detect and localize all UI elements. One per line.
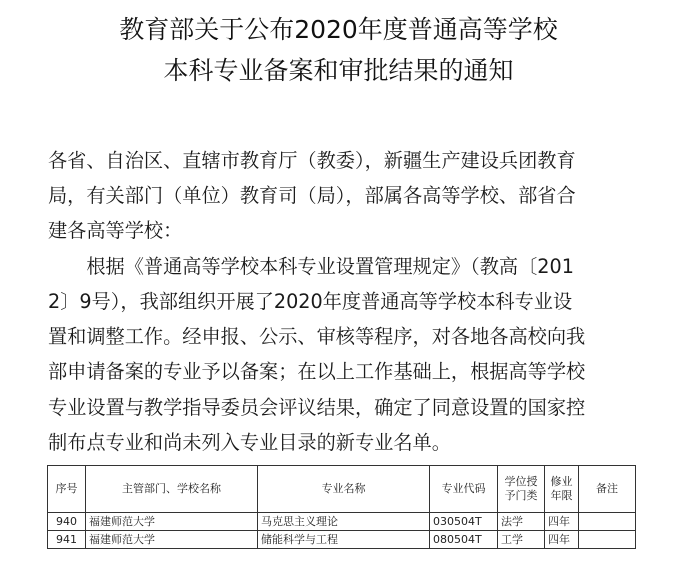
header-years-line-1: 修业 [550, 475, 573, 488]
cell-degree-category: 法学 [498, 513, 545, 531]
cell-study-years: 四年 [545, 531, 579, 549]
cell-major-name: 马克思主义理论 [258, 513, 430, 531]
body-text-line: 根据《普通高等学校本科专业设置管理规定》（教高〔201 [48, 255, 574, 278]
cell-remarks [579, 513, 636, 531]
header-degree-line-2: 予门类 [504, 489, 538, 502]
table-header-row [48, 466, 636, 513]
body-text-line: 部申请备案的专业予以备案；在以上工作基础上，根据高等学校 [48, 360, 586, 383]
cell-school-name: 福建师范大学 [86, 531, 258, 549]
header-remarks: 备注 [579, 466, 636, 513]
header-major-name: 专业名称 [258, 466, 430, 513]
cell-major-code: 080504T [430, 531, 498, 549]
document-title-line-1: 教育部关于公布2020年度普通高等学校 [119, 15, 558, 44]
cell-serial-no: 941 [48, 531, 86, 549]
cell-serial-no: 940 [48, 513, 86, 531]
document-title-line-2: 本科专业备案和审批结果的通知 [163, 56, 514, 85]
body-text-line: 局，有关部门（单位）教育司（局），部属各高等学校、部省合 [48, 184, 576, 207]
header-study-years [545, 466, 579, 513]
body-text-line: 制布点专业和尚未列入专业目录的新专业名单。 [48, 431, 451, 454]
body-text-line: 专业设置与教学指导委员会评议结果，确定了同意设置的国家控 [48, 396, 586, 419]
body-text-line: 各省、自治区、直辖市教育厅（教委），新疆生产建设兵团教育 [48, 149, 576, 172]
cell-school-name: 福建师范大学 [86, 513, 258, 531]
header-serial-no: 序号 [48, 466, 86, 513]
cell-major-name: 储能科学与工程 [258, 531, 430, 549]
table-row [48, 531, 636, 549]
major-registration-table [47, 465, 636, 549]
header-years-line-2: 年限 [550, 489, 573, 502]
cell-major-code: 030504T [430, 513, 498, 531]
body-text-line: 置和调整工作。经申报、公示、审核等程序，对各地各高校向我 [48, 325, 586, 348]
header-degree-line-1: 学位授 [504, 475, 538, 488]
table-row [48, 513, 636, 531]
cell-study-years: 四年 [545, 513, 579, 531]
header-degree-category [498, 466, 545, 513]
body-text-line: 2〕9号），我部组织开展了2020年度普通高等学校本科专业设 [48, 290, 573, 313]
body-text-line: 建各高等学校： [48, 219, 183, 242]
header-school-name: 主管部门、学校名称 [86, 466, 258, 513]
cell-remarks [579, 531, 636, 549]
header-major-code: 专业代码 [430, 466, 498, 513]
cell-degree-category: 工学 [498, 531, 545, 549]
